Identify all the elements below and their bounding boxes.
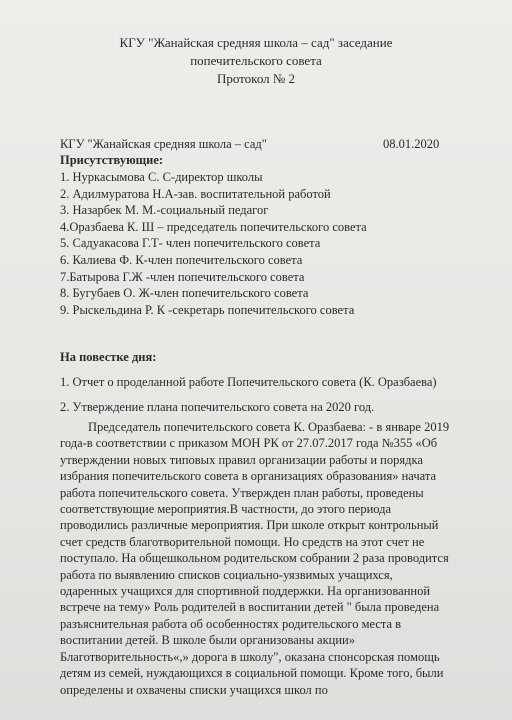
header-title-line: КГУ "Жанайская средняя школа – сад" заседание <box>119 35 393 50</box>
attendees-heading: Присутствующие: <box>60 153 164 167</box>
attendee-item: 4.Оразбаева К. Ш – председатель попечительского совета <box>60 219 367 234</box>
attendee-item: 6. Калиева Ф. К-член попечительского совета <box>60 252 303 267</box>
report-paragraph: Председатель попечительского совета К. Оразбаева: - в январе 2019 года-в соответствии с приказом МОН РК от 27.07.2017 года №355 «Об утверждении новых типовых правил организации работы и порядка избрания попечительского совета в организациях образования» начата работа попечительского совета. Утвержден план работы, проведены соответствующие мероприятия.В частности, до этого периода проводились различные мероприятия. При школе открыт контрольный счет средств благотворительной помощи. Но средств на этот счет не поступало. На общешкольном родительском собрании 2 раза проводится работа по выявлению списков социально-уязвимых учащихся, одаренных учащихся для спортивной поддержки. На организованной встрече на тему» Роль родителей в воспитании детей " была проведена разъяснительная работа об особенностях родительского места в воспитании детей. В школе были организованы акции» Благотворительность«,» дорога в школу", оказана спонсорская помощь детям из семей, нуждающихся в социальной помощи. Кроме того, были определены и охвачены списки учащихся школ по <box>60 420 450 697</box>
attendee-item: 9. Рыскельдина Р. К -секретарь попечительского совета <box>60 302 355 317</box>
attendee-item: 7.Батырова Г.Ж -член попечительского совета <box>60 269 305 284</box>
document-date: 08.01.2020 <box>383 137 440 151</box>
report-body <box>60 419 452 698</box>
attendee-item: 3. Назарбек М. М.-социальный педагог <box>60 203 269 218</box>
attendee-item: 1. Нуркасымова С. С-директор школы <box>60 170 263 184</box>
header-subtitle-line: попечительского совета <box>190 53 322 68</box>
attendee-item: 8. Бугубаев О. Ж-член попечительского совета <box>60 286 309 301</box>
attendee-item: 5. Садуакасова Г.Т- член попечительского совета <box>60 236 321 251</box>
document-header <box>0 34 512 88</box>
agenda-heading: На повестке дня: <box>60 350 157 364</box>
agenda-item: 1. Отчет о проделанной работе Попечительского совета (К. Оразбаева) <box>60 375 437 389</box>
agenda-item: 2. Утверждение плана попечительского совета на 2020 год. <box>60 400 375 414</box>
attendees-list <box>60 169 367 318</box>
organization-name: КГУ "Жанайская средняя школа – сад" <box>60 137 267 151</box>
attendee-item: 2. Адилмуратова Н.А-зав. воспитательной работой <box>60 186 331 201</box>
protocol-number: Протокол № 2 <box>216 71 296 86</box>
